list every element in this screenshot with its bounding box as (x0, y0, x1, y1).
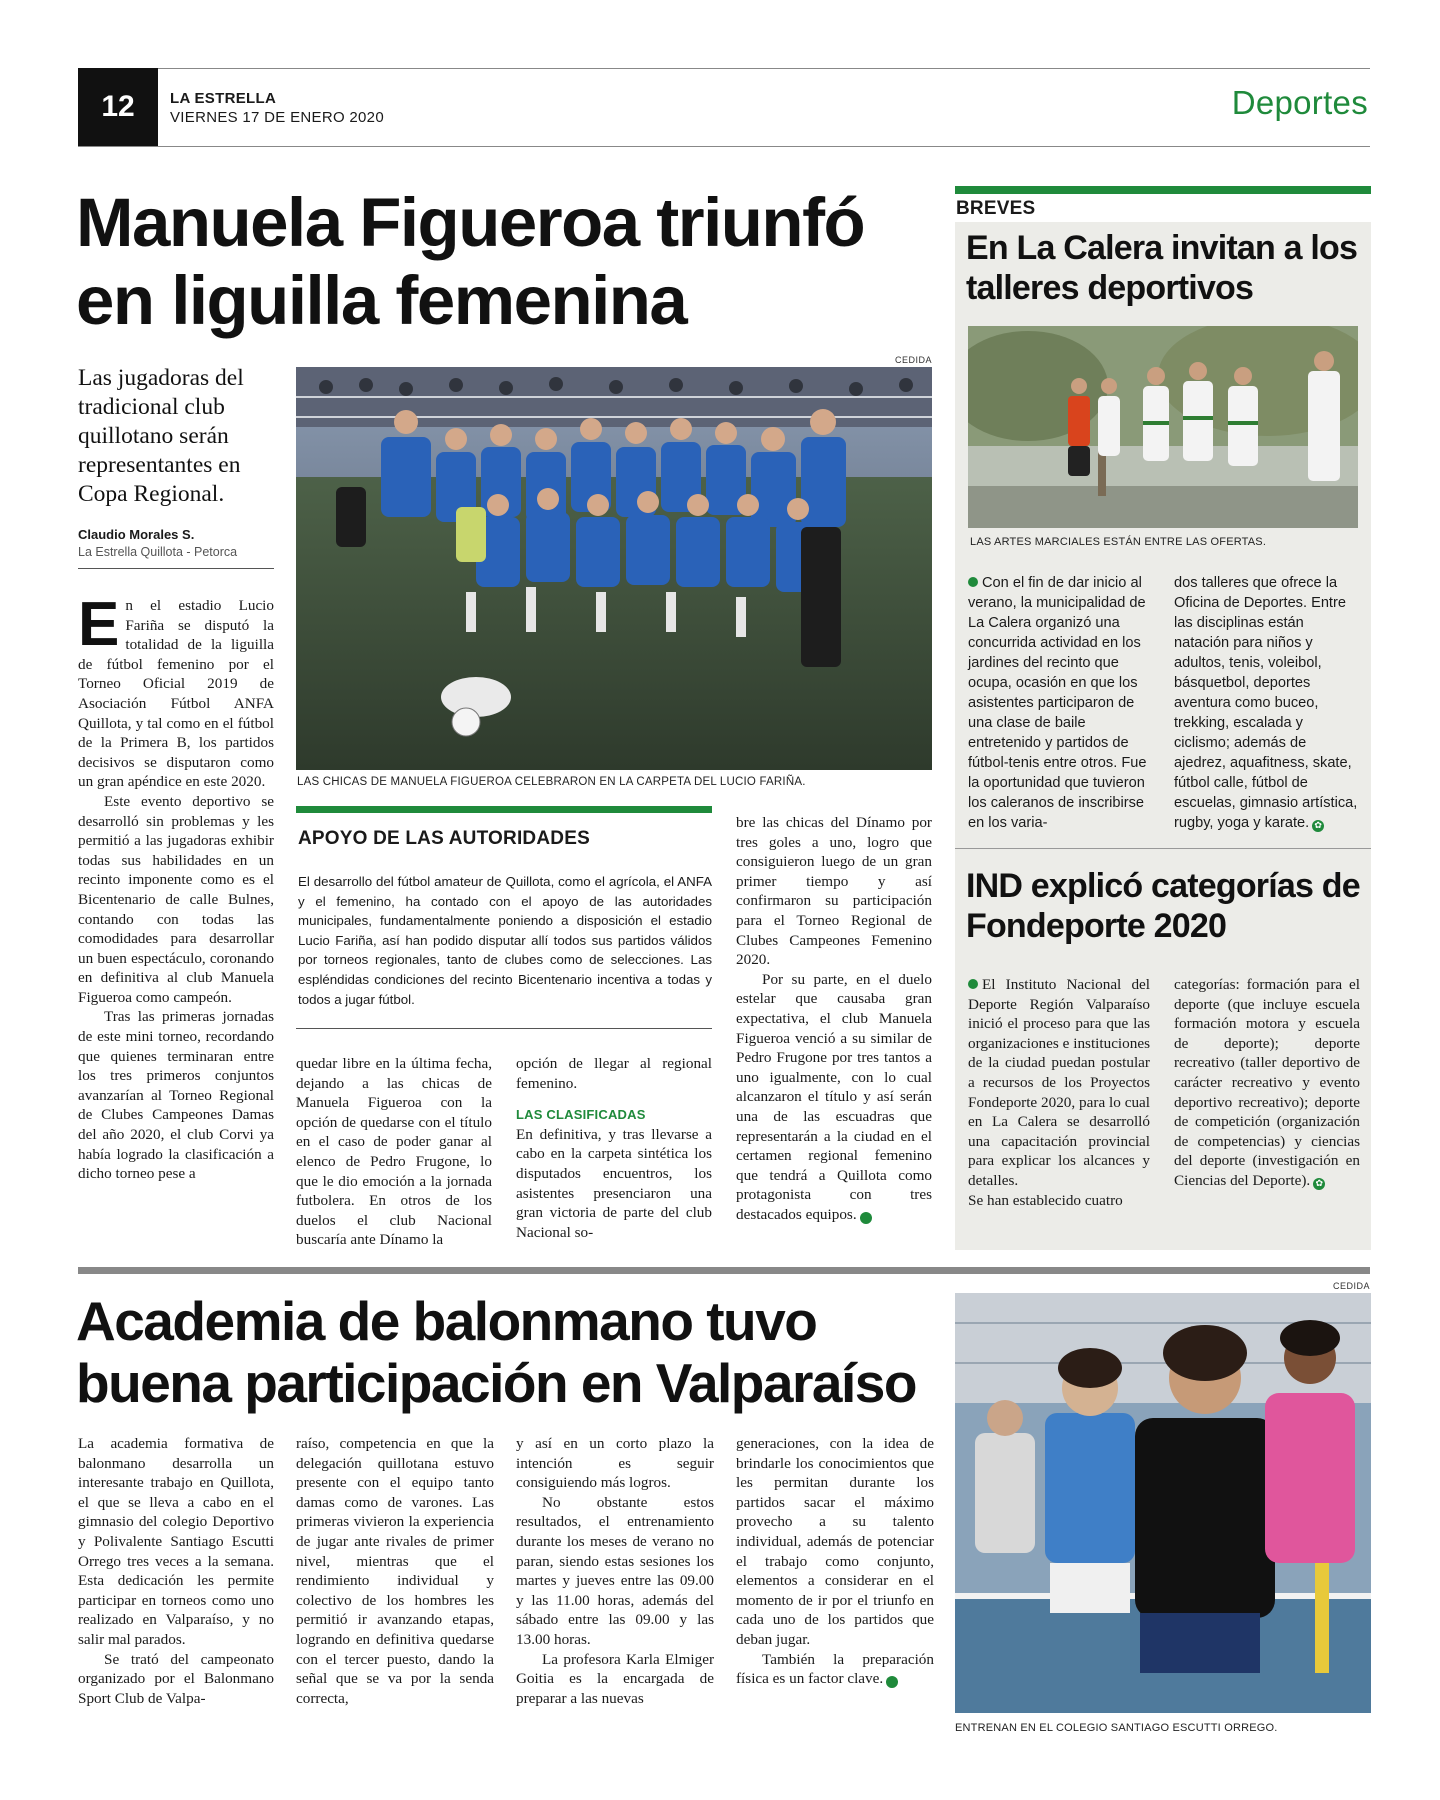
team-celebration-photo (296, 367, 932, 770)
main-photo-caption: LAS CHICAS DE MANUELA FIGUEROA CELEBRARON EN LA CARPETA DEL LUCIO FARIÑA. (297, 776, 806, 788)
main-headline: Manuela Figueroa triunfó en liguilla femenina (76, 184, 865, 339)
section-divider-bar (78, 1267, 1370, 1274)
paper-name: LA ESTRELLA (170, 90, 277, 107)
martial-arts-photo (968, 326, 1358, 528)
martial-arts-caption: LAS ARTES MARCIALES ESTÁN ENTRE LAS OFERTAS. (970, 536, 1267, 548)
handball-photo (955, 1293, 1371, 1713)
byline-rule (78, 568, 274, 569)
breves-story1-col2-text: dos talleres que ofrece la Oficina de Deportes. Entre las disciplinas están natación para niños y adultos, tenis, voleibol, básquetbol, deportes aventura como buceo, trekking, escalada y ciclismo; además de ajedrez, aquafitness, skate, fútbol calle, fútbol de escuelas, gimnasio artística, rugby, yoga y karate. (1174, 575, 1358, 831)
photo-credit: CEDIDA (894, 355, 932, 365)
breves-story1-col2 (1174, 573, 1360, 833)
main-col1-p2: Este evento deportivo se desarrolló sin problemas y les permitió a las jugadoras exhibir todas sus habilidades en un recinto imponente como es el Bicentenario de calle Bulnes, contando con todas las comodidades para desarrollar un buen espectáculo, coronando en definitiva al club Manuela Figueroa como campeón. (78, 792, 274, 1006)
breves-story1-headline: En La Calera invitan a los talleres deportivos (966, 229, 1358, 307)
second-col4-p1: generaciones, con la idea de brindarle los conocimientos que les permitan durante los partidos sacar el máximo provecho a su talento individual, además de potenciar el trabajo como conjunto, elementos a considerar en el momento de ir por el triunfo en cada uno de los partidos que deban jugar. (736, 1435, 934, 1648)
breves-story2-headline: IND explicó categorías de Fondeporte 2020 (966, 867, 1360, 945)
second-col-1 (78, 1434, 274, 1708)
end-of-article-icon: ✿ (860, 1212, 872, 1224)
subhead-clasificadas: LAS CLASIFICADAS (516, 1107, 646, 1123)
main-col-4 (736, 813, 932, 1224)
box-title: APOYO DE LAS AUTORIDADES (298, 828, 590, 849)
box-text: El desarrollo del fútbol amateur de Quillota, como el agrícola, el ANFA y el femenino, ha contado con el apoyo de las autoridades municipales, fundamentalmente poniendo a disposición el estadio Lucio Fariña, así han podido disputar allí todos sus partidos válidos por torneos regionales, tanto de clubes como de selecciones. Las espléndidas condiciones del recinto Bicentenario incentiva a todas y todos a jugar fútbol. (298, 874, 712, 1007)
breves-story2-col2-text: categorías: formación para el deporte (que incluye escuela formación motora y escuela de deporte); deporte recreativo (taller deportivo de carácter recreativo y evento deportivo recreativo); deporte de competición (organización de competencias) y ciencias del deporte (investigación en Ciencias del Deporte). (1174, 976, 1360, 1189)
box-green-rule (296, 806, 712, 813)
box-bottom-rule (296, 1028, 712, 1029)
main-col-3 (516, 1054, 712, 1242)
breves-story1-col1-text: Con el fin de dar inicio al verano, la municipalidad de La Calera organizó una concurrida actividad en los jardines del recinto que ocupa, ocasión en que los asistentes participaron de una clase de baile entretenido y partidos de fútbol-tenis entre otros. Fue la oportunidad que tuvieron los caleranos de inscribirse en los varia- (968, 575, 1147, 831)
end-of-article-icon: ✿ (1313, 1178, 1325, 1190)
header-top-rule (78, 68, 1370, 69)
second-col-4 (736, 1434, 934, 1689)
section-title: Deportes (1231, 84, 1368, 121)
green-dot-icon (968, 979, 978, 989)
main-col4-p1: bre las chicas del Dínamo por tres goles a uno, logro que consiguieron luego de un gran primer tiempo y así confirmaron su participación para el Torneo Regional de Clubes Campeones Femenino 2020. (736, 814, 932, 969)
second-col3-p3: La profesora Karla Elmiger Goitia es la encargada de preparar a las nuevas (516, 1650, 714, 1707)
issue-date: VIERNES 17 DE ENERO 2020 (170, 109, 384, 126)
second-col4-p2: También la preparación física es un factor clave. (736, 1650, 934, 1688)
breves-story1-col1 (968, 573, 1150, 833)
second-col2-p1: raíso, competencia en que la delegación quillotana estuvo presente con el equipo tanto damas como de varones. Las primeras vivieron la experiencia de jugar ante rivales de primer nivel, mientras que el rendimiento individual y colectivo de los hombres les permitió ir avanzando etapas, logrando en definitiva quedarse con el tercer puesto, dando la señal que se va por la senda correcta, (296, 1435, 494, 1707)
main-col3-p1: opción de llegar al regional femenino. (516, 1055, 712, 1092)
byline-author: Claudio Morales S. (78, 527, 195, 542)
second-col-3 (516, 1434, 714, 1708)
end-of-article-icon: ✿ (886, 1676, 898, 1688)
main-col-2 (296, 1054, 492, 1250)
main-col-1 (78, 590, 274, 1184)
second-col3-p1: y así en un corto plazo la intención es seguir consiguiendo más logros. (516, 1435, 714, 1492)
handball-caption: ENTRENAN EN EL COLEGIO SANTIAGO ESCUTTI ORREGO. (955, 1722, 1278, 1734)
page-number: 12 (78, 68, 158, 146)
breves-divider (955, 848, 1371, 849)
main-col1-p1: n el estadio Lucio Fariña se disputó la totalidad de la liguilla de fútbol femenino por el Torneo Oficial 2019 de Asociación Fútbol ANFA Quillota, y tal como en el fútbol de la Primera B, los partidos decisivos se disputaron como un gran apéndice en este 2020. (78, 597, 274, 791)
end-of-article-icon: ✿ (1312, 820, 1324, 832)
breves-story2-col1 (968, 975, 1150, 1210)
main-deck: Las jugadoras del tradicional club quillotano serán representantes en Copa Regional. (78, 365, 244, 507)
breves-story2-col1-p1: El Instituto Nacional del Deporte Región Valparaíso inició el proceso para que las organizaciones e instituciones de la ciudad puedan postular a recursos de los Proyectos Fondeporte 2020, para lo cual en La Calera se desarrolló una capacitación provincial para explicar los alcances y detalles. (968, 976, 1150, 1189)
main-col2-p1: quedar libre en la última fecha, dejando a las chicas de Manuela Figueroa con la opción de quedarse con el título en el caso de poder ganar al elenco de Pedro Frugone, lo que le dio emoción a la jornada futbolera. En otros de los duelos el club Nacional buscaría ante Dínamo la (296, 1055, 492, 1249)
breves-green-rule (955, 186, 1371, 194)
main-col4-p2: Por su parte, en el duelo estelar que causaba gran expectativa, el club Manuela Figueroa venció a su similar de Pedro Frugone por tres tantos a uno igualmente, con lo cual alcanzaron el título y así serán una de las escuadras que representarán a la ciudad en el certamen regional femenino que tendrá a Quillota como protagonista con tres destacados equipos. (736, 970, 932, 1223)
second-photo-credit: CEDIDA (1332, 1281, 1370, 1291)
second-col1-p2: Se trató del campeonato organizado por el Balonmano Sport Club de Valpa- (78, 1650, 274, 1707)
second-col1-p1: La academia formativa de balonmano desarrolla un interesante trabajo en Quillota, el que se lleva a cabo en el gimnasio del colegio Deportivo y Polivalente Santiago Escutti Orrego tres veces a la semana. Esta dedicación les permite participar en torneos como uno realizado en Valparaíso, y no salir mal parados. (78, 1435, 274, 1648)
breves-story2-col1-p2: Se han establecido cuatro (968, 1191, 1123, 1209)
second-col-2 (296, 1434, 494, 1708)
header-bottom-rule (78, 146, 1370, 147)
main-col1-p3: Tras las primeras jornadas de este mini torneo, recordando que quienes terminaran entre los tres primeros conjuntos avanzarían al Torneo Regional de Clubes Campeones Damas del año 2020, el club Corvi ya había logrado la clasificación a dicho torneo pese a (78, 1008, 274, 1183)
byline-affiliation: La Estrella Quillota - Petorca (78, 545, 238, 559)
green-dot-icon (968, 577, 978, 587)
drop-cap: E (78, 590, 120, 659)
breves-story2-col2 (1174, 975, 1360, 1191)
second-col3-p2: No obstante estos resultados, el entrenamiento durante los meses de verano no paran, siendo estas sesiones los martes y jueves entre las 09.00 y las 11.00 horas, además del sábado entre las 09.00 y las 13.00 horas. (516, 1493, 714, 1648)
breves-label: BREVES (956, 198, 1036, 219)
second-headline: Academia de balonmano tuvo buena participación en Valparaíso (76, 1290, 916, 1414)
main-col3-p2: En definitiva, y tras llevarse a cabo en la carpeta sintética los disputados encuentros, los asistentes presenciaron una gran victoria de parte del club Nacional so- (516, 1125, 712, 1241)
